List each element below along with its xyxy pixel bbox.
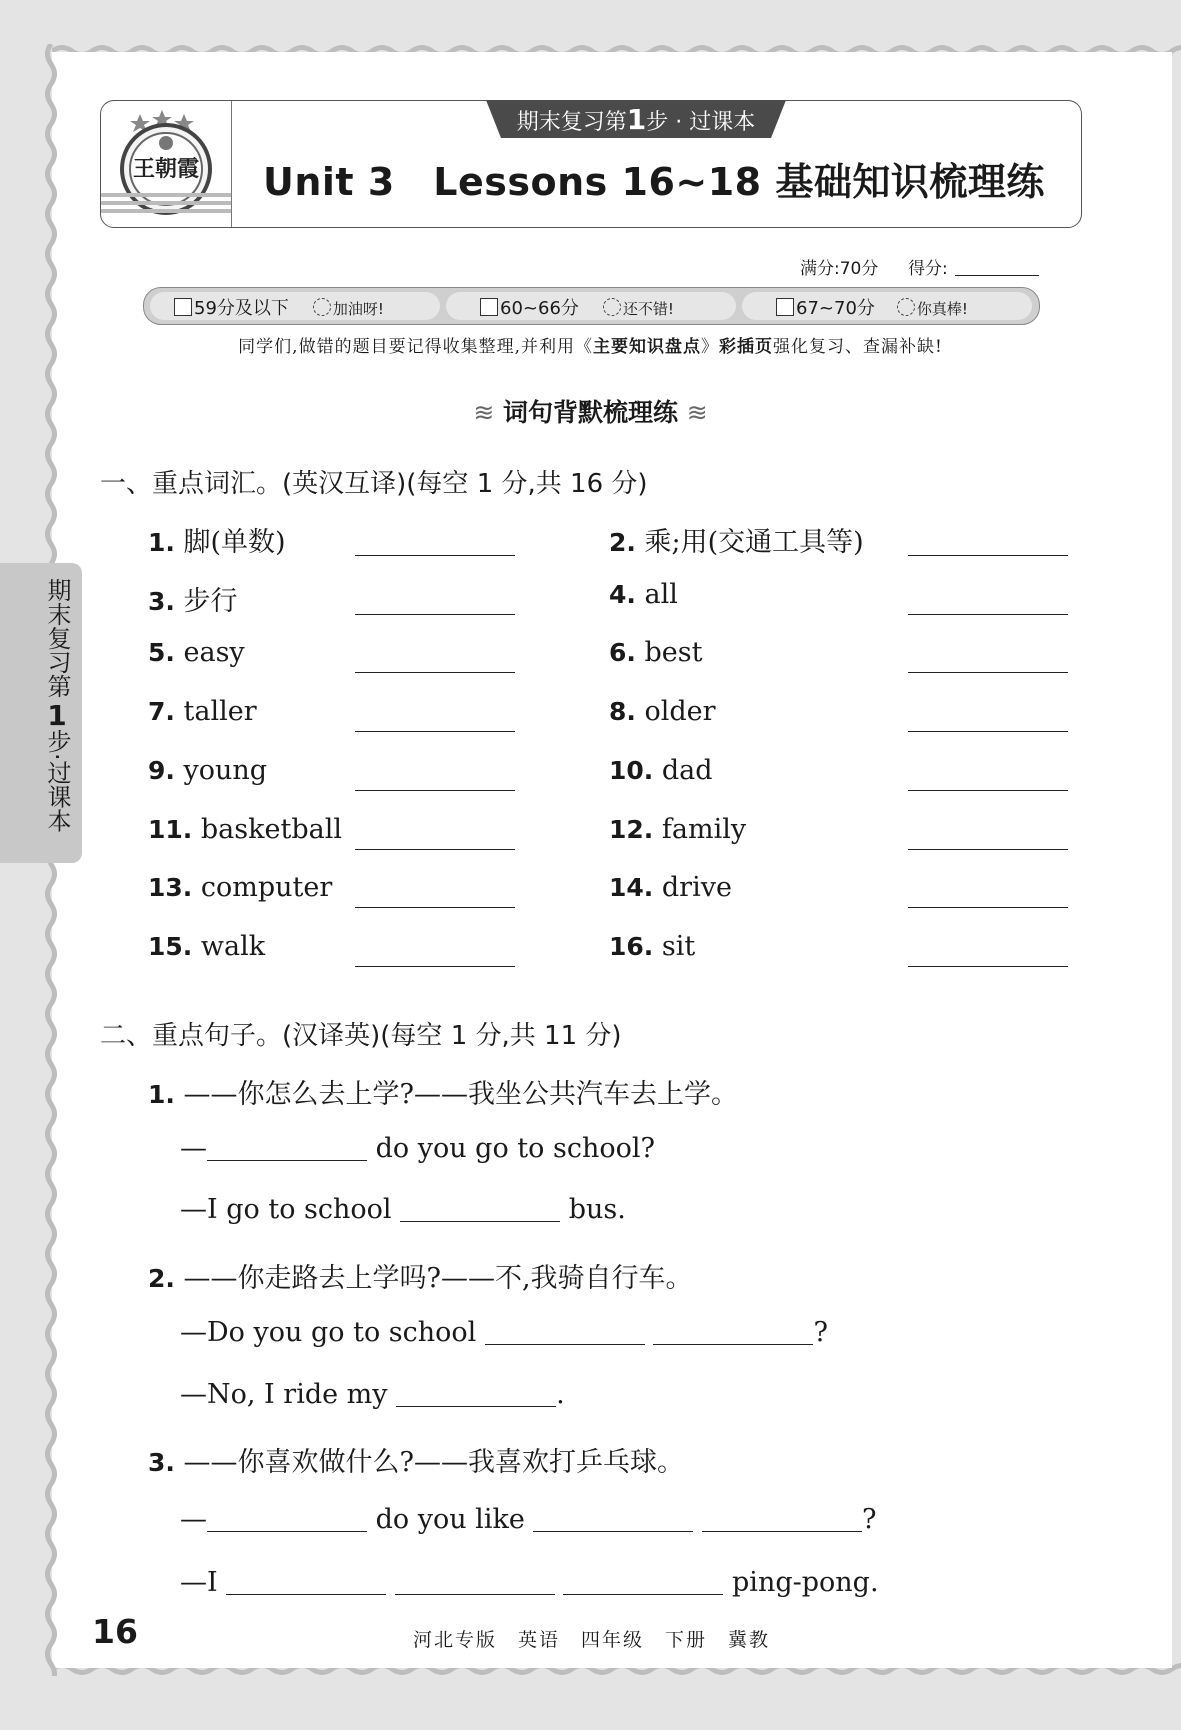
answer-blank[interactable] — [908, 731, 1068, 732]
answer-blank[interactable] — [355, 907, 515, 908]
checkbox-icon[interactable] — [174, 298, 192, 316]
vocab-item: 10. dad — [609, 754, 713, 786]
rating-item: 67~70分 你真棒! — [776, 294, 968, 320]
question-2-line-2: —No, I ride my . — [180, 1379, 565, 1410]
publisher-logo — [101, 101, 231, 227]
answer-blank[interactable] — [396, 1384, 556, 1407]
answer-blank[interactable] — [355, 849, 515, 850]
question-2-line-1: —Do you go to school ? — [180, 1317, 828, 1348]
answer-blank[interactable] — [702, 1509, 862, 1532]
answer-blank[interactable] — [908, 614, 1068, 615]
answer-blank[interactable] — [533, 1509, 693, 1532]
vocab-item: 3. 步行 — [148, 585, 238, 617]
answer-blank[interactable] — [908, 790, 1068, 791]
vocab-item: 1. 脚(单数) — [148, 527, 286, 558]
answer-blank[interactable] — [400, 1199, 560, 1222]
answer-blank[interactable] — [653, 1322, 813, 1345]
vocab-item: 13. computer — [148, 872, 333, 904]
side-tab-label: 期末复习第 1 步·过课本 — [43, 578, 71, 833]
vocab-item: 9. young — [148, 754, 268, 786]
rating-bar — [143, 287, 1040, 325]
answer-blank[interactable] — [207, 1138, 367, 1161]
checkbox-icon[interactable] — [776, 298, 794, 316]
vocab-item: 12. family — [609, 813, 747, 845]
part1-heading: 一、重点词汇。(英汉互译)(每空 1 分,共 16 分) — [100, 469, 648, 499]
answer-blank[interactable] — [207, 1509, 367, 1532]
banner-label: 期末复习第1步 · 过课本 — [516, 103, 756, 136]
full-score-label: 满分:70分 — [800, 259, 879, 279]
answer-blank[interactable] — [563, 1572, 723, 1595]
answer-blank[interactable] — [355, 731, 515, 732]
answer-blank[interactable] — [395, 1572, 555, 1595]
logo-area — [101, 101, 232, 227]
vocab-item: 14. drive — [609, 872, 732, 904]
question-1-line-2: —I go to school bus. — [180, 1194, 626, 1225]
answer-blank[interactable] — [226, 1572, 386, 1595]
answer-blank[interactable] — [908, 966, 1068, 967]
answer-blank[interactable] — [485, 1322, 645, 1345]
svg-text:王朝霞: 王朝霞 — [132, 156, 200, 182]
answer-blank[interactable] — [908, 555, 1068, 556]
edition-footer: 河北专版 英语 四年级 下册 冀教 — [413, 1629, 771, 1651]
rating-item: 60~66分 还不错! — [480, 294, 674, 320]
section-title: ≋ 词句背默梳理练 ≋ — [473, 398, 708, 427]
answer-blank[interactable] — [355, 790, 515, 791]
vocab-item: 4. all — [609, 578, 678, 610]
score-label: 得分: — [908, 259, 948, 279]
page-title: Unit 3 Lessons 16~18 基础知识梳理练 — [263, 160, 1045, 204]
page-number: 16 — [92, 1612, 138, 1651]
part2-heading: 二、重点句子。(汉译英)(每空 1 分,共 11 分) — [100, 1021, 622, 1051]
header-box — [100, 100, 1082, 228]
score-blank[interactable] — [955, 275, 1039, 276]
vocab-item: 5. easy — [148, 637, 245, 669]
question-3-line-2: —I ping-pong. — [180, 1567, 879, 1598]
answer-blank[interactable] — [355, 672, 515, 673]
answer-blank[interactable] — [908, 672, 1068, 673]
wave-icon: ≋ — [686, 398, 708, 427]
question-2-prompt: 2. ——你走路去上学吗?——不,我骑自行车。 — [148, 1263, 693, 1294]
answer-blank[interactable] — [355, 614, 515, 615]
vocab-item: 7. taller — [148, 696, 257, 728]
wave-icon: ≋ — [473, 398, 495, 427]
instruction-note: 同学们,做错的题目要记得收集整理,并利用《主要知识盘点》彩插页强化复习、查漏补缺! — [238, 337, 943, 357]
question-3-prompt: 3. ——你喜欢做什么?——我喜欢打乒乓球。 — [148, 1447, 684, 1478]
vocab-item: 11. basketball — [148, 813, 342, 845]
vocab-item: 16. sit — [609, 930, 696, 962]
vocab-item: 2. 乘;用(交通工具等) — [609, 527, 864, 558]
answer-blank[interactable] — [355, 555, 515, 556]
question-1-prompt: 1. ——你怎么去上学?——我坐公共汽车去上学。 — [148, 1079, 738, 1110]
vocab-item: 15. walk — [148, 930, 266, 962]
answer-blank[interactable] — [908, 849, 1068, 850]
rating-item: 59分及以下 加油呀! — [174, 294, 384, 320]
smiley-icon — [603, 298, 621, 316]
checkbox-icon[interactable] — [480, 298, 498, 316]
answer-blank[interactable] — [908, 907, 1068, 908]
smiley-icon — [313, 298, 331, 316]
vocab-item: 8. older — [609, 696, 716, 728]
answer-blank[interactable] — [355, 966, 515, 967]
question-3-line-1: — do you like ? — [180, 1504, 877, 1535]
vocab-item: 6. best — [609, 637, 703, 669]
question-1-line-1: — do you go to school? — [180, 1133, 655, 1164]
smiley-icon — [897, 298, 915, 316]
